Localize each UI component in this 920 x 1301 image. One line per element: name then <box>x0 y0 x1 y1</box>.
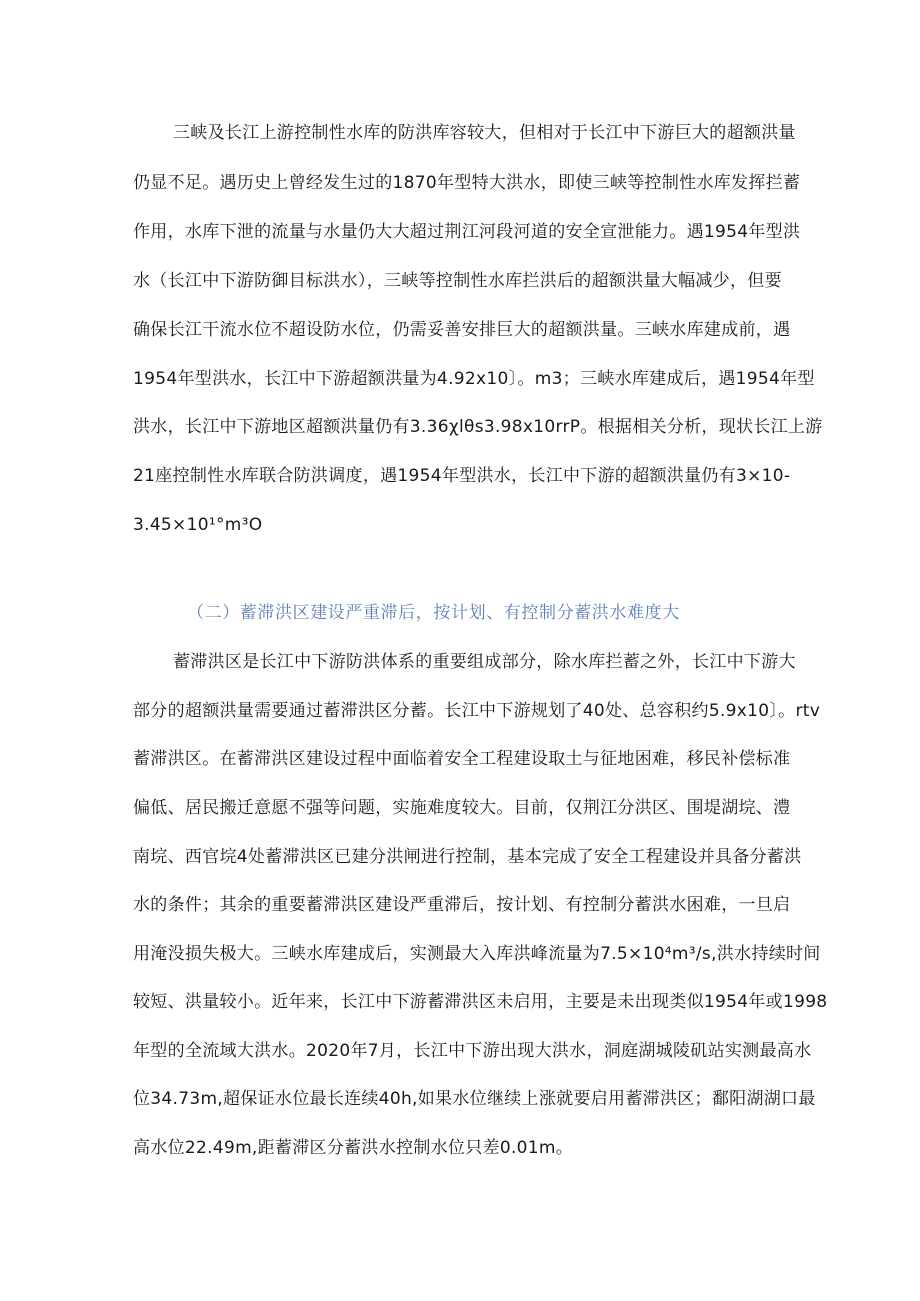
paragraph2-line: 较短、洪量较小。近年来，长江中下游蓄滞洪区未启用，主要是未出现类似1954年或1998 <box>133 992 828 1012</box>
paragraph1-line: 1954年型洪水，长江中下游超额洪量为4.92x10〕。m3；三峡水库建成后，遇1954年型 <box>133 369 815 389</box>
paragraph1-line: 3.45×10¹°m³O <box>133 515 263 535</box>
paragraph1-line: 确保长江干流水位不超设防水位，仍需妥善安排巨大的超额洪量。三峡水库建成前，遇 <box>133 320 791 340</box>
paragraph2-line: 南垸、西官垸4处蓄滞洪区已建分洪闸进行控制，基本完成了安全工程建设并具备分蓄洪 <box>133 847 802 867</box>
paragraph2-line: 用淹没损失极大。三峡水库建成后，实测最大入库洪峰流量为7.5×10⁴m³/s,洪水持续时间 <box>133 944 821 964</box>
paragraph1-line: 21座控制性水库联合防洪调度，遇1954年型洪水，长江中下游的超额洪量仍有3×10- <box>133 466 791 486</box>
paragraph2-line: 偏低、居民搬迁意愿不强等问题，实施难度较大。目前，仅荆江分洪区、围堤湖垸、澧 <box>133 798 791 818</box>
paragraph2-line: 位34.73m,超保证水位最长连续40h,如果水位继续上涨就要启用蓄滞洪区；鄱阳湖湖口最 <box>133 1089 816 1109</box>
paragraph2-line: 蓄滞洪区。在蓄滞洪区建设过程中面临着安全工程建设取土与征地困难，移民补偿标准 <box>133 749 791 769</box>
paragraph1-line: 三峡及长江上游控制性水库的防洪库容较大，但相对于长江中下游巨大的超额洪量 <box>173 123 796 143</box>
section-heading: （二）蓄滞洪区建设严重滞后，按计划、有控制分蓄洪水难度大 <box>187 603 680 623</box>
paragraph2-line: 高水位22.49m,距蓄滞区分蓄洪水控制水位只差0.01m。 <box>133 1138 574 1158</box>
paragraph1-line: 作用，水库下泄的流量与水量仍大大超过荆江河段河道的安全宣泄能力。遇1954年型洪 <box>133 222 801 242</box>
paragraph2-line: 蓄滞洪区是长江中下游防洪体系的重要组成部分，除水库拦蓄之外，长江中下游大 <box>173 652 796 672</box>
paragraph2-line: 水的条件；其余的重要蓄滞洪区建设严重滞后，按计划、有控制分蓄洪水困难，一旦启 <box>133 895 791 915</box>
paragraph2-line: 部分的超额洪量需要通过蓄滞洪区分蓄。长江中下游规划了40处、总容积约5.9x10〕。rtv <box>133 701 821 721</box>
paragraph1-line: 仍显不足。遇历史上曾经发生过的1870年型特大洪水，即使三峡等控制性水库发挥拦蓄 <box>133 173 801 193</box>
paragraph1-line: 水（长江中下游防御目标洪水），三峡等控制性水库拦洪后的超额洪量大幅减少，但要 <box>133 271 782 291</box>
paragraph2-line: 年型的全流域大洪水。2020年7月，长江中下游出现大洪水，洞庭湖城陵矶站实测最高水 <box>133 1041 812 1061</box>
paragraph1-line: 洪水，长江中下游地区超额洪量仍有3.36χlθs3.98x10rrP。根据相关分析，现状长江上游 <box>133 417 823 437</box>
